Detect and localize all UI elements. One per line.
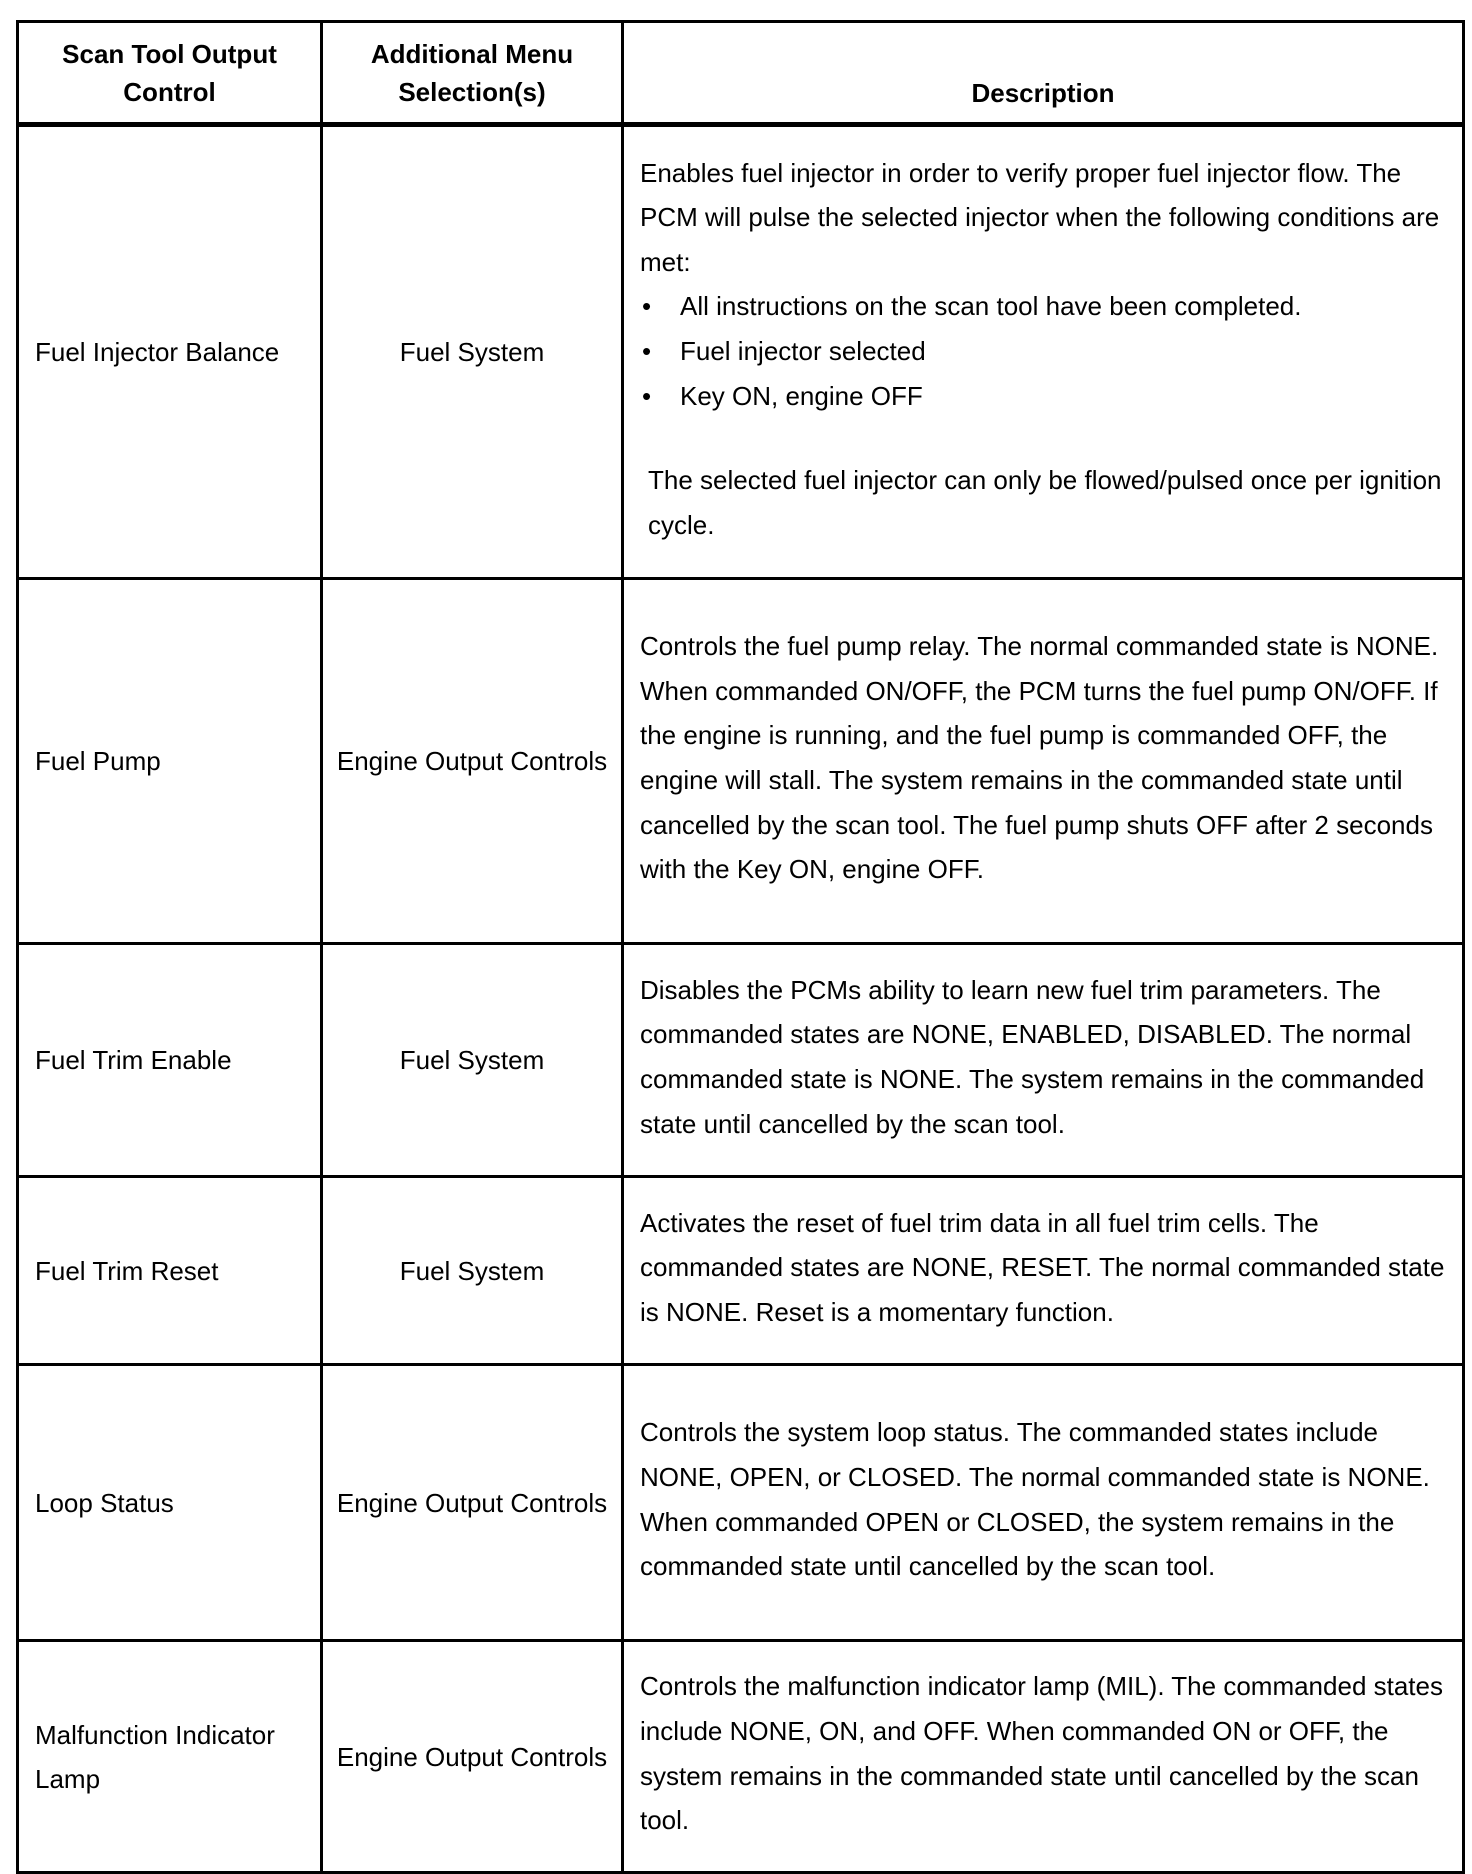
condition-text: All instructions on the scan tool have been completed.	[680, 291, 1302, 322]
header-description: Description	[623, 22, 1464, 125]
header-control: Scan Tool Output Control	[18, 22, 322, 125]
header-menu: Additional Menu Selection(s)	[322, 22, 623, 125]
header-row	[18, 22, 1464, 125]
condition-text: Key ON, engine OFF	[680, 380, 923, 411]
description-cell	[623, 125, 1464, 579]
table-row	[18, 1641, 1464, 1873]
control-cell: Loop Status	[18, 1365, 322, 1641]
menu-cell: Fuel System	[322, 1177, 623, 1365]
bullet-icon: •	[642, 336, 652, 366]
description-cell: Controls the fuel pump relay. The normal commanded state is NONE. When commanded ON/OFF, the PCM turns the fuel pump ON/OFF. If the engine is running, and the fuel pump is commanded OFF, the engine will stall. The system remains in the commanded state until cancelled by the scan tool. The fuel pump shuts OFF after 2 seconds with the Key ON, engine OFF.	[623, 579, 1464, 944]
menu-cell: Engine Output Controls	[322, 1365, 623, 1641]
output-controls-table	[16, 20, 1465, 1874]
description-cell: Controls the system loop status. The commanded states include NONE, OPEN, or CLOSED. The normal commanded state is NONE. When commanded OPEN or CLOSED, the system remains in the commanded state until cancelled by the scan tool.	[623, 1365, 1464, 1641]
table-row	[18, 125, 1464, 579]
table-row	[18, 1365, 1464, 1641]
bullet-icon: •	[642, 291, 652, 322]
list-item	[640, 374, 1446, 419]
description-note: The selected fuel injector can only be flowed/pulsed once per ignition cycle.	[648, 465, 1442, 540]
control-cell: Fuel Trim Reset	[18, 1177, 322, 1365]
table-row	[18, 944, 1464, 1177]
description-text: Enables fuel injector in order to verify proper fuel injector flow. The PCM will pulse the selected injector when the following conditions are met:	[640, 157, 1440, 277]
description-cell: Activates the reset of fuel trim data in all fuel trim cells. The commanded states are NONE, RESET. The normal commanded state is NONE. Reset is a momentary function.	[623, 1177, 1464, 1365]
conditions-list	[640, 284, 1446, 418]
control-cell: Fuel Trim Enable	[18, 944, 322, 1177]
control-cell: Malfunction Indicator Lamp	[18, 1641, 322, 1873]
list-item	[640, 329, 1446, 374]
table-header	[18, 22, 1464, 125]
table-row	[18, 579, 1464, 944]
menu-cell: Fuel System	[322, 125, 623, 579]
bullet-icon: •	[642, 380, 652, 411]
control-cell: Fuel Pump	[18, 579, 322, 944]
menu-cell: Engine Output Controls	[322, 1641, 623, 1873]
menu-cell: Fuel System	[322, 944, 623, 1177]
description-cell: Controls the malfunction indicator lamp (MIL). The commanded states include NONE, ON, and OFF. When commanded ON or OFF, the system remains in the commanded state until cancelled by the scan tool.	[623, 1641, 1464, 1873]
control-cell: Fuel Injector Balance	[18, 125, 322, 579]
description-cell: Disables the PCMs ability to learn new fuel trim parameters. The commanded states are NONE, ENABLED, DISABLED. The normal commanded state is NONE. The system remains in the commanded state until cancelled by the scan tool.	[623, 944, 1464, 1177]
table-row	[18, 1177, 1464, 1365]
condition-text: Fuel injector selected	[680, 336, 926, 366]
list-item	[640, 284, 1446, 329]
menu-cell: Engine Output Controls	[322, 579, 623, 944]
table-body	[18, 125, 1464, 1873]
